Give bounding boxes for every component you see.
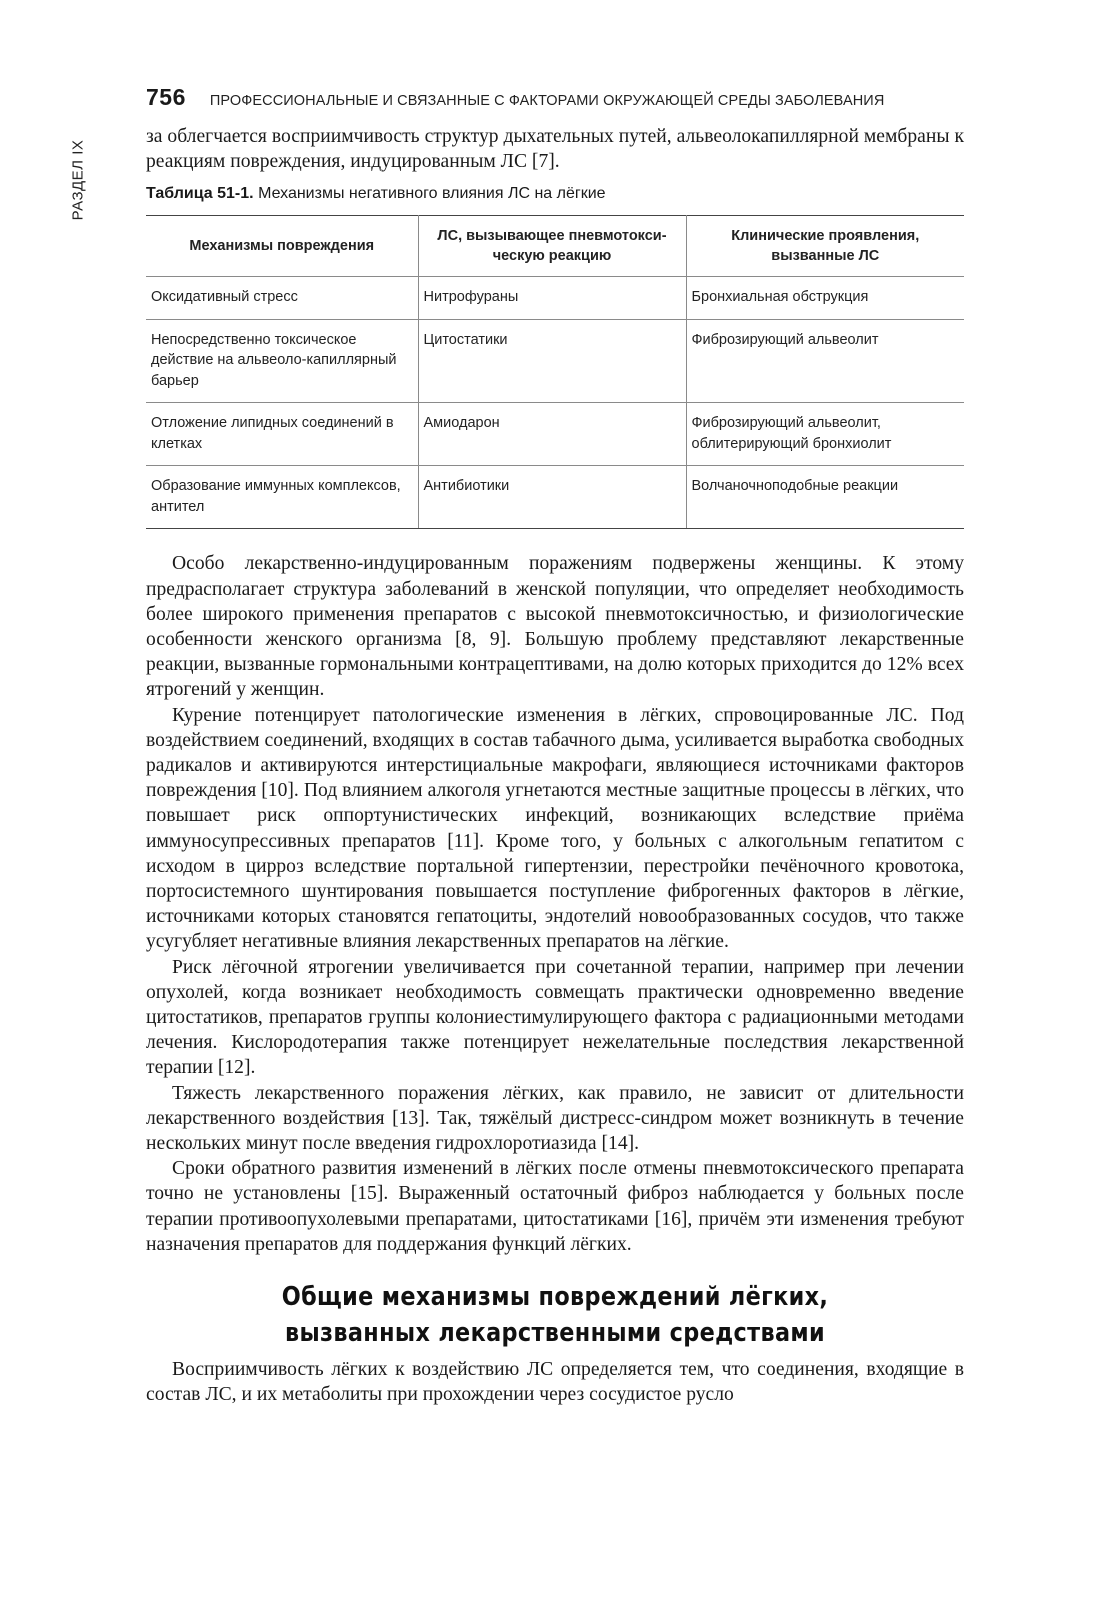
running-title: ПРОФЕССИОНАЛЬНЫЕ И СВЯЗАННЫЕ С ФАКТОРАМИ ОКРУЖАЮЩЕЙ СРЕДЫ ЗАБОЛЕВАНИЯ — [209, 93, 885, 109]
body-paragraph: Сроки обратного развития изменений в лёгких после отмены пневмотоксического препарата точно не установлены [15]. Выраженный остаточный фиброз наблюдается у больных после терапии противоопухолевыми препаратами, цитостатиками [16], причём эти изменения требуют назначения препаратов для поддержания функций лёгких. — [146, 1158, 964, 1255]
table-caption-text: Механизмы негативного влияния ЛС на лёгкие — [258, 185, 606, 203]
body-paragraph: Риск лёгочной ятрогении увеличивается при сочетанной терапии, например при лечении опухолей, когда возникает необходимость совмещать практически одновременно введение цитостатиков, препаратов группы колониестимулирующего фактора с радиационными методами лечения. Кислородотерапия также потенцирует нежелательные последствия лекарственной терапии [12]. — [146, 956, 964, 1079]
intro-paragraph: за облегчается восприимчивость структур дыхательных путей, альвеолокапиллярной мембраны к реакциям повреждения, индуцированным ЛС [7]. — [146, 126, 964, 173]
section-heading-line: Общие механизмы повреждений лёгких, — [281, 1282, 829, 1313]
table-row — [146, 403, 964, 466]
table-row — [146, 319, 964, 403]
table-header-cell: ЛС, вызывающее пневмотоксическую реакцию — [418, 216, 686, 277]
section-heading-line: вызванных лекарственными средствами — [284, 1318, 826, 1349]
table-row — [146, 277, 964, 320]
table-cell: Бронхиальная обструкция — [686, 277, 964, 320]
section-side-label — [68, 135, 88, 225]
table-header-row — [146, 216, 964, 277]
table-row — [146, 466, 964, 529]
table-cell: Оксидативный стресс — [146, 277, 418, 320]
table-caption — [146, 184, 964, 204]
table-cell: Нитрофураны — [418, 277, 686, 320]
body-paragraph: Курение потенцирует патологические изменения в лёгких, спровоцированные ЛС. Под воздействием соединений, входящих в состав табачного дыма, усиливается выработка свободных радикалов и активируются интерстициальные макрофаги, являющиеся источниками факторов повреждения [10]. Под влиянием алкоголя угнетаются местные защитные процессы в лёгких, что повышает риск оппортунистических инфекций, возникающих вследствие приёма иммуносупрессивных препаратов [11]. Кроме того, у больных с алкогольным гепатитом с исходом в цирроз вследствие портальной гипертензии, перестройки печёночного кровотока, портосистемного шунтирования повышается поступление фиброгенных факторов в лёгкие, источниками которых становятся гепатоциты, эндотелий новообразованных сосудов, что также усугубляет негативные влияния лекарственных препаратов на лёгкие. — [146, 704, 964, 953]
table-cell: Фиброзирующий альвеолит, облитерирующий бронхиолит — [686, 403, 964, 466]
table-cell: Антибиотики — [418, 466, 686, 529]
table-header-cell: Клинические проявления, вызванные ЛС — [686, 216, 964, 277]
section-side-label-text: РАЗДЕЛ IX — [69, 139, 87, 221]
table-cell: Амиодарон — [418, 403, 686, 466]
body-paragraph: Тяжесть лекарственного поражения лёгких, как правило, не зависит от длительности лекарственного воздействия [13]. Так, тяжёлый дистресс-синдром может возникнуть в течение нескольких минут после введения гидрохлоротиазида [14]. — [146, 1082, 964, 1155]
body-paragraph: Особо лекарственно-индуцированным поражениям подвержены женщины. К этому предрасполагает структура заболеваний в женской популяции, что определяет необходимость более широкого применения препаратов с высокой пневмотоксичностью, и физиологические особенности женского организма [8, 9]. Большую проблему представляют лекарственные реакции, вызванные гормональными контрацептивами, на долю которых приходится до 12% всех ятрогений у женщин. — [146, 553, 964, 701]
table-cell: Фиброзирующий альвеолит — [686, 319, 964, 403]
section-paragraph: Восприимчивость лёгких к воздействию ЛС определяется тем, что соединения, входящие в состав ЛС, и их метаболиты при прохождении через сосудистое русло — [146, 1359, 964, 1406]
table-cell: Волчаночноподобные реакции — [686, 466, 964, 529]
table-cell: Непосредственно токсическое действие на альвеоло-капиллярный барьер — [146, 319, 418, 403]
table-caption-number: Таблица 51-1. — [146, 185, 254, 203]
mechanisms-table — [146, 215, 964, 529]
main-content — [146, 124, 964, 1408]
section-heading — [203, 1279, 906, 1351]
running-header — [146, 84, 966, 118]
table-cell: Цитостатики — [418, 319, 686, 403]
table-cell: Образование иммунных комплексов, антител — [146, 466, 418, 529]
page-number: 756 — [146, 84, 186, 110]
table-cell: Отложение липидных соединений в клетках — [146, 403, 418, 466]
table-header-cell: Механизмы повреждения — [146, 216, 418, 277]
